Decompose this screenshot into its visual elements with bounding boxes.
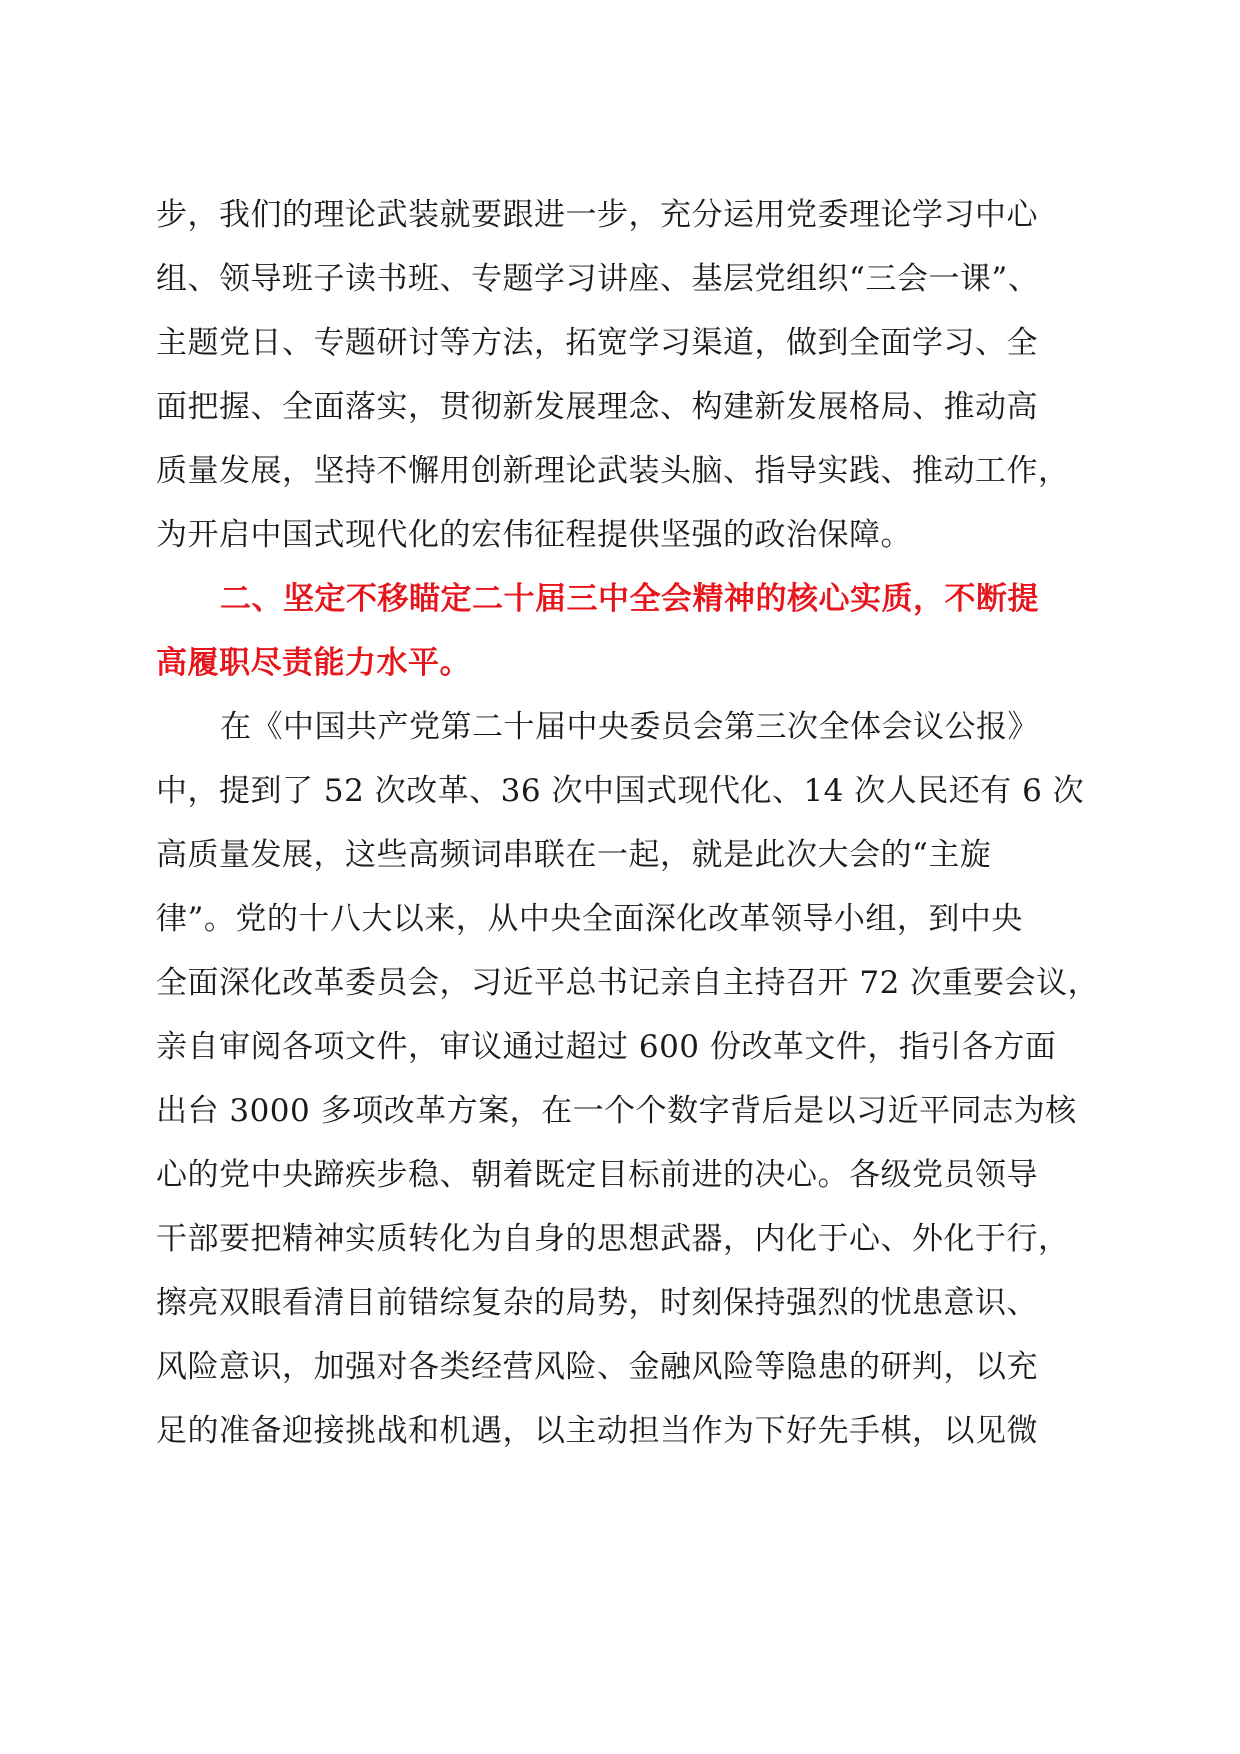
text-line: 组、领导班子读书班、专题学习讲座、基层党组织“三会一课”、: [156, 261, 1040, 297]
heading-line: 二、坚定不移瞄定二十届三中全会精神的核心实质，不断提: [220, 581, 1039, 617]
text-line: 主题党日、专题研讨等方法，拓宽学习渠道，做到全面学习、全: [156, 325, 1038, 361]
text-line: 出台 3000 多项改革方案，在一个个数字背后是以习近平同志为核: [156, 1093, 1077, 1129]
text-line: 干部要把精神实质转化为自身的思想武器，内化于心、外化于行，: [156, 1221, 1070, 1257]
text-line: 擦亮双眼看清目前错综复杂的局势，时刻保持强烈的忧患意识、: [156, 1285, 1038, 1321]
text-line: 质量发展，坚持不懈用创新理论武装头脑、指导实践、推动工作，: [156, 453, 1070, 489]
text-line: 足的准备迎接挑战和机遇，以主动担当作为下好先手棋，以见微: [156, 1413, 1038, 1449]
text-line: 风险意识，加强对各类经营风险、金融风险等隐患的研判，以充: [156, 1349, 1038, 1385]
text-line: 中，提到了 52 次改革、36 次中国式现代化、14 次人民还有 6 次: [156, 773, 1085, 809]
text-line: 步，我们的理论武装就要跟进一步，充分运用党委理论学习中心: [156, 197, 1038, 233]
text-line: 律”。党的十八大以来，从中央全面深化改革领导小组，到中央: [156, 901, 1023, 937]
text-line: 亲自审阅各项文件，审议通过超过 600 份改革文件，指引各方面: [156, 1029, 1057, 1065]
heading-line: 高履职尽责能力水平。: [156, 645, 471, 681]
text-line: 在《中国共产党第二十届中央委员会第三次全体会议公报》: [220, 709, 1039, 745]
text-line: 面把握、全面落实，贯彻新发展理念、构建新发展格局、推动高: [156, 389, 1038, 425]
text-line: 高质量发展，这些高频词串联在一起，就是此次大会的“主旋: [156, 837, 992, 873]
text-line: 心的党中央蹄疾步稳、朝着既定目标前进的决心。各级党员领导: [156, 1157, 1038, 1193]
text-line: 为开启中国式现代化的宏伟征程提供坚强的政治保障。: [156, 517, 912, 553]
text-line: 全面深化改革委员会，习近平总书记亲自主持召开 72 次重要会议，: [156, 965, 1100, 1001]
